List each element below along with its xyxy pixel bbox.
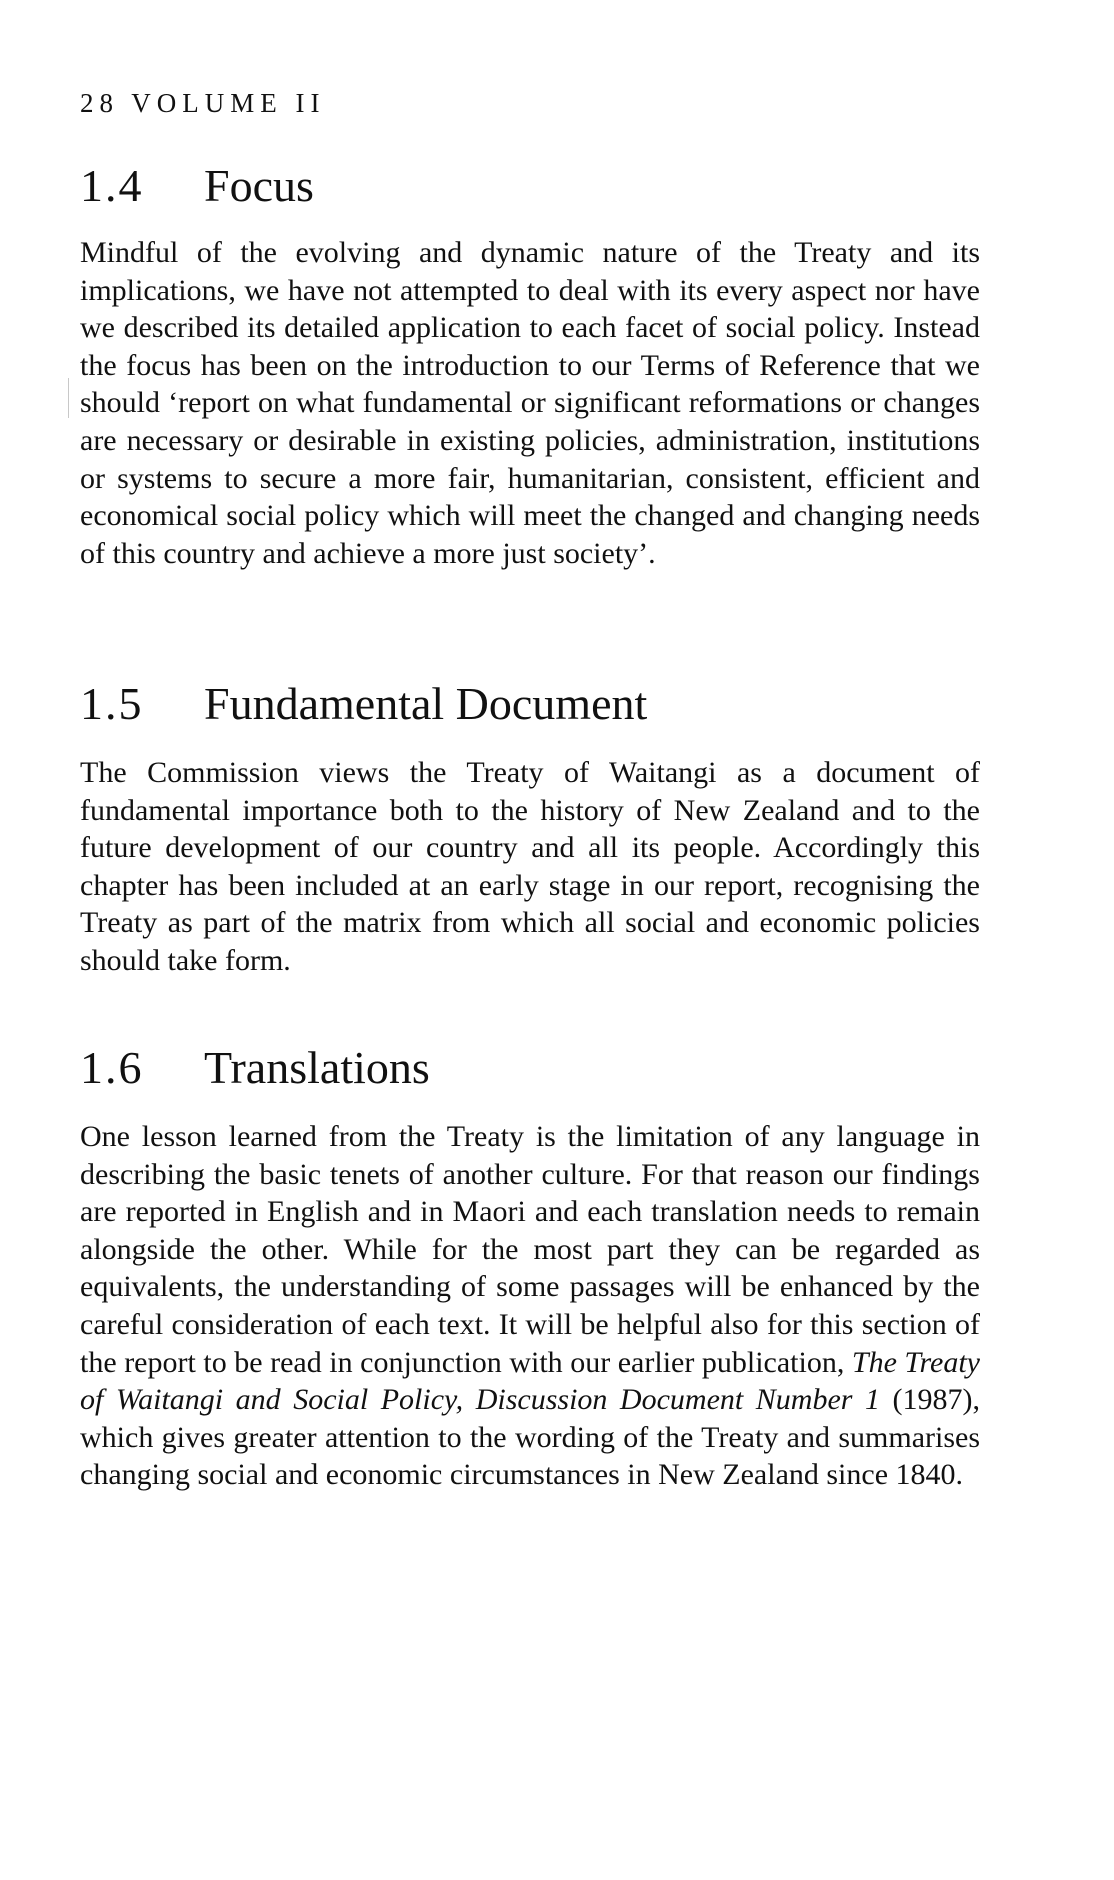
- section-translations: [80, 1040, 980, 1494]
- section-heading: [80, 158, 980, 214]
- section-paragraph: [80, 1118, 980, 1494]
- page-number: 28: [80, 88, 119, 118]
- section-title: Focus: [204, 160, 314, 211]
- section-focus: [80, 158, 980, 572]
- margin-mark: [68, 378, 69, 418]
- section-paragraph: The Commission views the Treaty of Waitangi as a document of fundamental importance both to the history of New Zealand and to the future development of our country and all its people. Accordingly this chapter has been included at an early stage in our report, recognising the Treaty as part of the matrix from which all social and economic policies should take form.: [80, 756, 980, 977]
- section-paragraph: Mindful of the evolving and dynamic nature of the Treaty and its implications, we have not attempted to deal with its every aspect nor have we described its detailed application to each facet of social policy. Instead the focus has been on the introduction to our Terms of Reference that we should ‘report on what fundamental or significant reformations or changes are necessary or desirable in existing policies, administration, institutions or systems to secure a more fair, humanitarian, consistent, efficient and economical social policy which will meet the changed and changing needs of this country and achieve a more just society’.: [80, 236, 980, 570]
- paragraph-text: (1987), which gives greater attention to the wording of the Treaty and summarises changing social and economic circumstances in New Zealand since 1840.: [80, 1383, 981, 1492]
- section-number: 1.6: [80, 1042, 144, 1093]
- publication-title: The Treaty of Waitangi and Social Policy, Discussion Document Number 1: [80, 1345, 980, 1417]
- section-title: Translations: [204, 1042, 430, 1093]
- section-number: 1.4: [80, 160, 144, 211]
- volume-label: VOLUME II: [131, 88, 326, 118]
- section-heading: [80, 1040, 980, 1096]
- section-number: 1.5: [80, 678, 144, 729]
- section-title: Fundamental Document: [204, 678, 648, 729]
- running-head: [80, 88, 326, 118]
- section-fundamental-document: [80, 676, 980, 980]
- section-heading: [80, 676, 980, 732]
- paragraph-text: One lesson learned from the Treaty is the limitation of any language in describing the basic tenets of another culture. For that reason our findings are reported in English and in Maori and each translation needs to remain alongside the other. While for the most part they can be regarded as equivalents, the understanding of some passages will be enhanced by the careful consideration of each text. It will be helpful also for this section of the report to be read in conjunction with our earlier publication,: [80, 1120, 980, 1379]
